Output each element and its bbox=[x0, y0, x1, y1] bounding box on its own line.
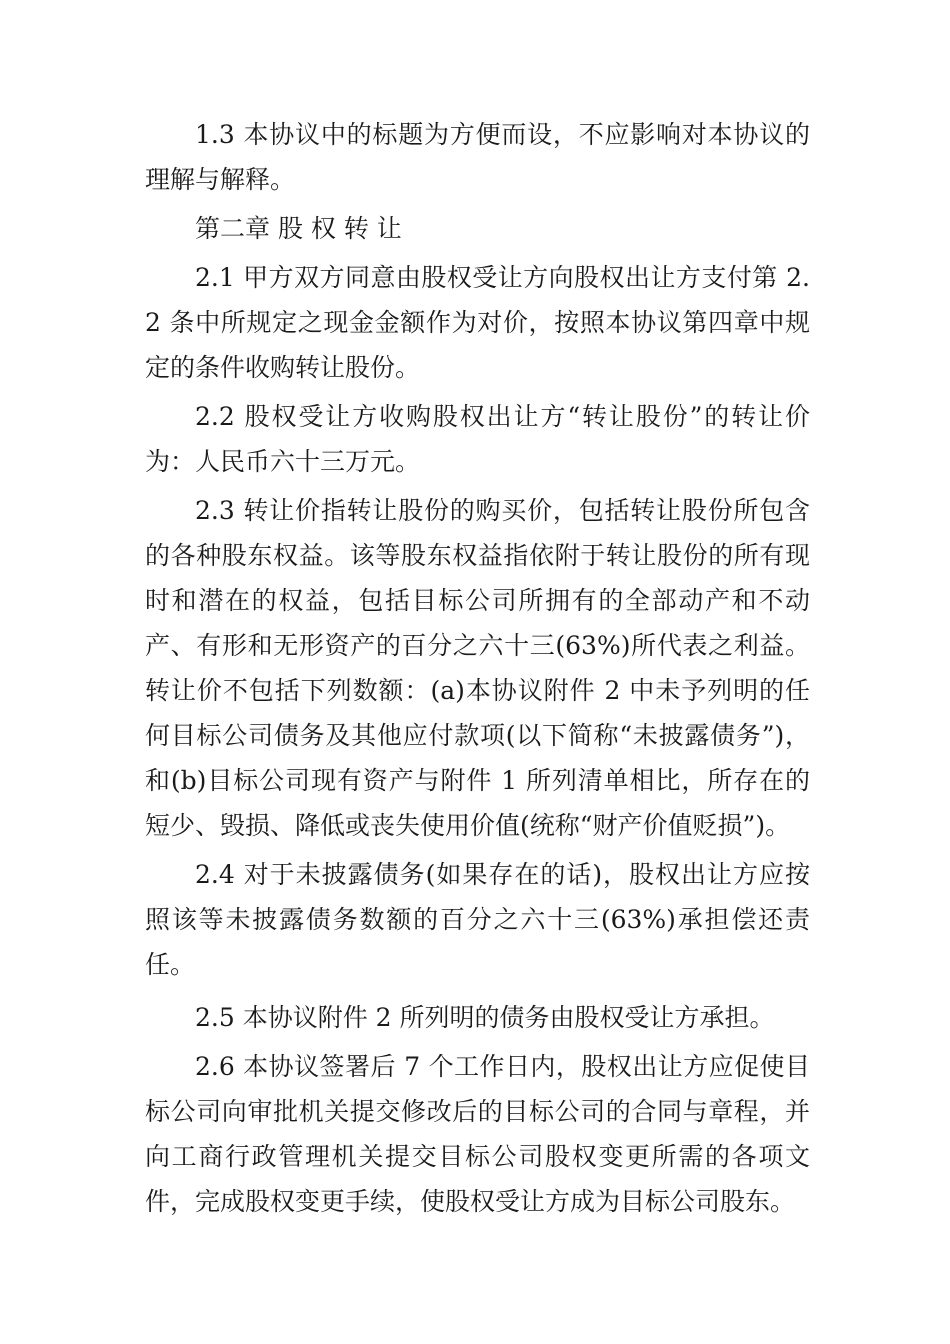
clause-2-6: 2.6 本协议签署后 7 个工作日内，股权出让方应促使目标公司向审批机关提交修改后的目标公司的合同与章程，并向工商行政管理机关提交目标公司股权变更所需的各项文件，完成股权变更手续，使股权受让方成为目标公司股东。 bbox=[145, 1052, 810, 1216]
clause-2-2: 2.2 股权受让方收购股权出让方“转让股份”的转让价为：人民币六十三万元。 bbox=[145, 402, 810, 476]
document-body bbox=[145, 112, 810, 1224]
clause-2-1: 2.1 甲方双方同意由股权受让方向股权出让方支付第 2.2 条中所规定之现金金额作为对价，按照本协议第四章中规定的条件收购转让股份。 bbox=[145, 263, 810, 382]
clause-2-4: 2.4 对于未披露债务(如果存在的话)，股权出让方应按照该等未披露债务数额的百分之六十三(63%)承担偿还责任。 bbox=[145, 860, 810, 979]
chapter-2-heading: 第二章 股 权 转 让 bbox=[195, 214, 402, 243]
clause-2-3: 2.3 转让价指转让股份的购买价，包括转让股份所包含的各种股东权益。该等股东权益指依附于转让股份的所有现时和潜在的权益，包括目标公司所拥有的全部动产和不动产、有形和无形资产的百分之六十三(63%)所代表之利益。转让价不包括下列数额：(a)本协议附件 2 中未予列明的任何目标公司债务及其他应付款项(以下简称“未披露债务”)，和(b)目标公司现有资产与附件 1 所列清单相比，所存在的短少、毁损、降低或丧失使用价值(统称“财产价值贬损”)。 bbox=[145, 496, 810, 840]
clause-1-3: 1.3 本协议中的标题为方便而设，不应影响对本协议的理解与解释。 bbox=[145, 120, 810, 194]
clause-2-5: 2.5 本协议附件 2 所列明的债务由股权受让方承担。 bbox=[195, 1003, 775, 1032]
